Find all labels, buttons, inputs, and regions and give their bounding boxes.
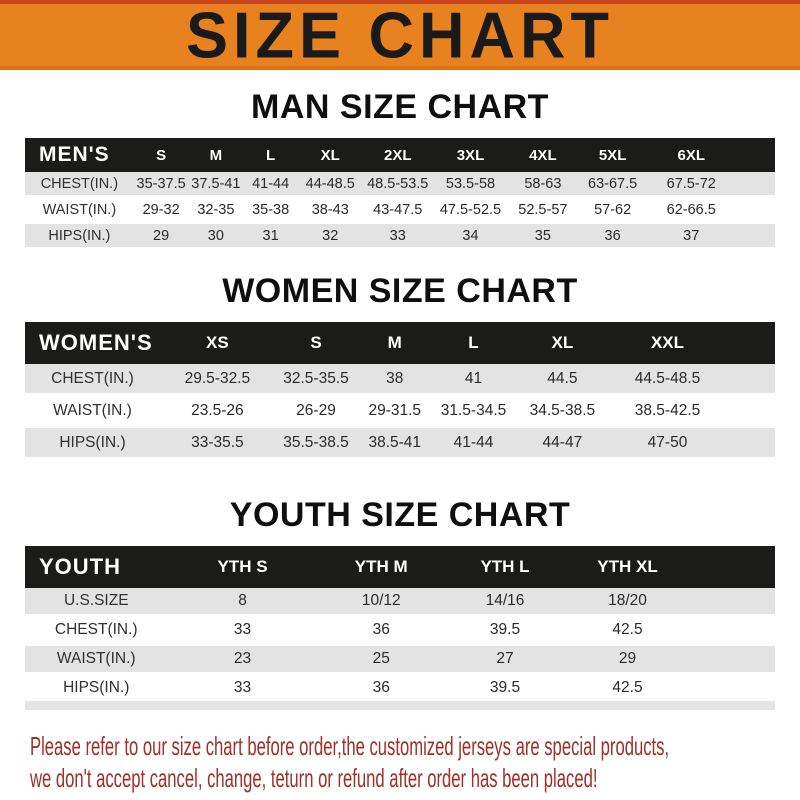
size-cell: 57-62: [578, 197, 648, 223]
size-cell: 43-47.5: [363, 197, 433, 223]
size-cell: 62-66.5: [647, 197, 775, 223]
size-column-header: 5XL: [578, 138, 648, 172]
size-column-header: 6XL: [647, 138, 775, 172]
size-column-header: M: [189, 138, 244, 172]
size-cell: 30: [189, 223, 244, 249]
size-cell: 41-44: [243, 172, 298, 197]
size-column-header: YTH L: [445, 546, 565, 588]
order-disclaimer-note: [30, 730, 800, 794]
size-column-header: 3XL: [433, 138, 508, 172]
size-cell: 29.5-32.5: [160, 364, 275, 395]
size-column-header: YTH M: [318, 546, 446, 588]
size-cell: 63-67.5: [578, 172, 648, 197]
size-chart-banner: [0, 0, 800, 70]
size-cell: 44.5: [515, 364, 610, 395]
table-row: [25, 674, 775, 706]
size-cell: 33: [168, 616, 318, 645]
size-cell: 41: [432, 364, 515, 395]
row-label: HIPS(IN.): [25, 223, 134, 249]
size-cell: 14/16: [445, 588, 565, 616]
table-header-row: [25, 546, 775, 588]
row-label: CHEST(IN.): [25, 172, 134, 197]
table-corner-label: WOMEN'S: [25, 322, 160, 364]
size-cell: 48.5-53.5: [363, 172, 433, 197]
size-cell: 23: [168, 645, 318, 674]
size-cell: 39.5: [445, 616, 565, 645]
page-title: SIZE CHART: [186, 0, 614, 72]
size-column-header: S: [275, 322, 358, 364]
size-column-header: YTH S: [168, 546, 318, 588]
size-column-header: 2XL: [363, 138, 433, 172]
size-cell: 47.5-52.5: [433, 197, 508, 223]
size-cell: 35-38: [243, 197, 298, 223]
size-cell: 67.5-72: [647, 172, 775, 197]
row-label: CHEST(IN.): [25, 364, 160, 395]
size-column-header: L: [243, 138, 298, 172]
size-cell: 26-29: [275, 395, 358, 427]
size-cell: 18/20: [565, 588, 775, 616]
size-cell: 44-48.5: [298, 172, 363, 197]
disclaimer-line-1: Please refer to our size chart before order,the customized jerseys are special products,: [30, 731, 670, 761]
size-cell: 32-35: [189, 197, 244, 223]
size-cell: 32: [298, 223, 363, 249]
size-cell: 38.5-41: [357, 427, 432, 459]
size-cell: 38: [357, 364, 432, 395]
size-cell: 29-32: [134, 197, 189, 223]
size-cell: 31.5-34.5: [432, 395, 515, 427]
size-column-header: M: [357, 322, 432, 364]
size-cell: 42.5: [565, 616, 775, 645]
size-cell: 10/12: [318, 588, 446, 616]
size-cell: 36: [318, 616, 446, 645]
size-cell: 35.5-38.5: [275, 427, 358, 459]
row-label: CHEST(IN.): [25, 616, 168, 645]
size-cell: 47-50: [610, 427, 775, 459]
table-header-row: [25, 138, 775, 172]
size-cell: 34: [433, 223, 508, 249]
size-cell: 37: [647, 223, 775, 249]
table-row: [25, 364, 775, 395]
row-label: WAIST(IN.): [25, 197, 134, 223]
size-cell: 33: [363, 223, 433, 249]
men-size-table: [25, 138, 775, 250]
youth-section-heading: YOUTH SIZE CHART: [229, 496, 571, 534]
size-cell: 53.5-58: [433, 172, 508, 197]
size-cell: 29-31.5: [357, 395, 432, 427]
size-cell: 44-47: [515, 427, 610, 459]
row-label: U.S.SIZE: [25, 588, 168, 616]
size-column-header: XS: [160, 322, 275, 364]
table-row: [25, 197, 775, 223]
size-cell: 33: [168, 674, 318, 706]
size-cell: 36: [318, 674, 446, 706]
table-row: [25, 427, 775, 459]
table-row: [25, 223, 775, 249]
row-label: HIPS(IN.): [25, 427, 160, 459]
youth-size-table: [25, 546, 775, 710]
size-cell: 39.5: [445, 674, 565, 706]
size-cell: 27: [445, 645, 565, 674]
men-section-heading: MAN SIZE CHART: [251, 88, 549, 126]
size-cell: 52.5-57: [508, 197, 578, 223]
size-cell: 58-63: [508, 172, 578, 197]
size-cell: 38.5-42.5: [610, 395, 775, 427]
size-column-header: XL: [515, 322, 610, 364]
size-cell: 35: [508, 223, 578, 249]
size-cell: 25: [318, 645, 446, 674]
table-row: [25, 616, 775, 645]
size-cell: 23.5-26: [160, 395, 275, 427]
size-cell: 37.5-41: [189, 172, 244, 197]
row-label: WAIST(IN.): [25, 395, 160, 427]
size-cell: 42.5: [565, 674, 775, 706]
size-cell: 44.5-48.5: [610, 364, 775, 395]
size-cell: 34.5-38.5: [515, 395, 610, 427]
table-row: [25, 172, 775, 197]
row-label: HIPS(IN.): [25, 674, 168, 706]
size-column-header: XXL: [610, 322, 775, 364]
size-column-header: XL: [298, 138, 363, 172]
size-cell: 29: [134, 223, 189, 249]
size-column-header: S: [134, 138, 189, 172]
table-row: [25, 588, 775, 616]
table-header-row: [25, 322, 775, 364]
size-cell: 35-37.5: [134, 172, 189, 197]
women-section-heading: WOMEN SIZE CHART: [222, 272, 578, 310]
size-column-header: 4XL: [508, 138, 578, 172]
size-column-header: YTH XL: [565, 546, 775, 588]
size-cell: 32.5-35.5: [275, 364, 358, 395]
size-cell: 8: [168, 588, 318, 616]
size-cell: 36: [578, 223, 648, 249]
size-cell: 31: [243, 223, 298, 249]
size-cell: 33-35.5: [160, 427, 275, 459]
table-corner-label: YOUTH: [25, 546, 168, 588]
size-cell: 38-43: [298, 197, 363, 223]
size-cell: 41-44: [432, 427, 515, 459]
size-cell: 29: [565, 645, 775, 674]
table-corner-label: MEN'S: [25, 138, 134, 172]
row-label: WAIST(IN.): [25, 645, 168, 674]
disclaimer-line-2: we don't accept cancel, change, teturn or refund after order has been placed!: [30, 763, 598, 793]
table-row: [25, 395, 775, 427]
women-size-table: [25, 322, 775, 460]
size-column-header: L: [432, 322, 515, 364]
table-row: [25, 645, 775, 674]
